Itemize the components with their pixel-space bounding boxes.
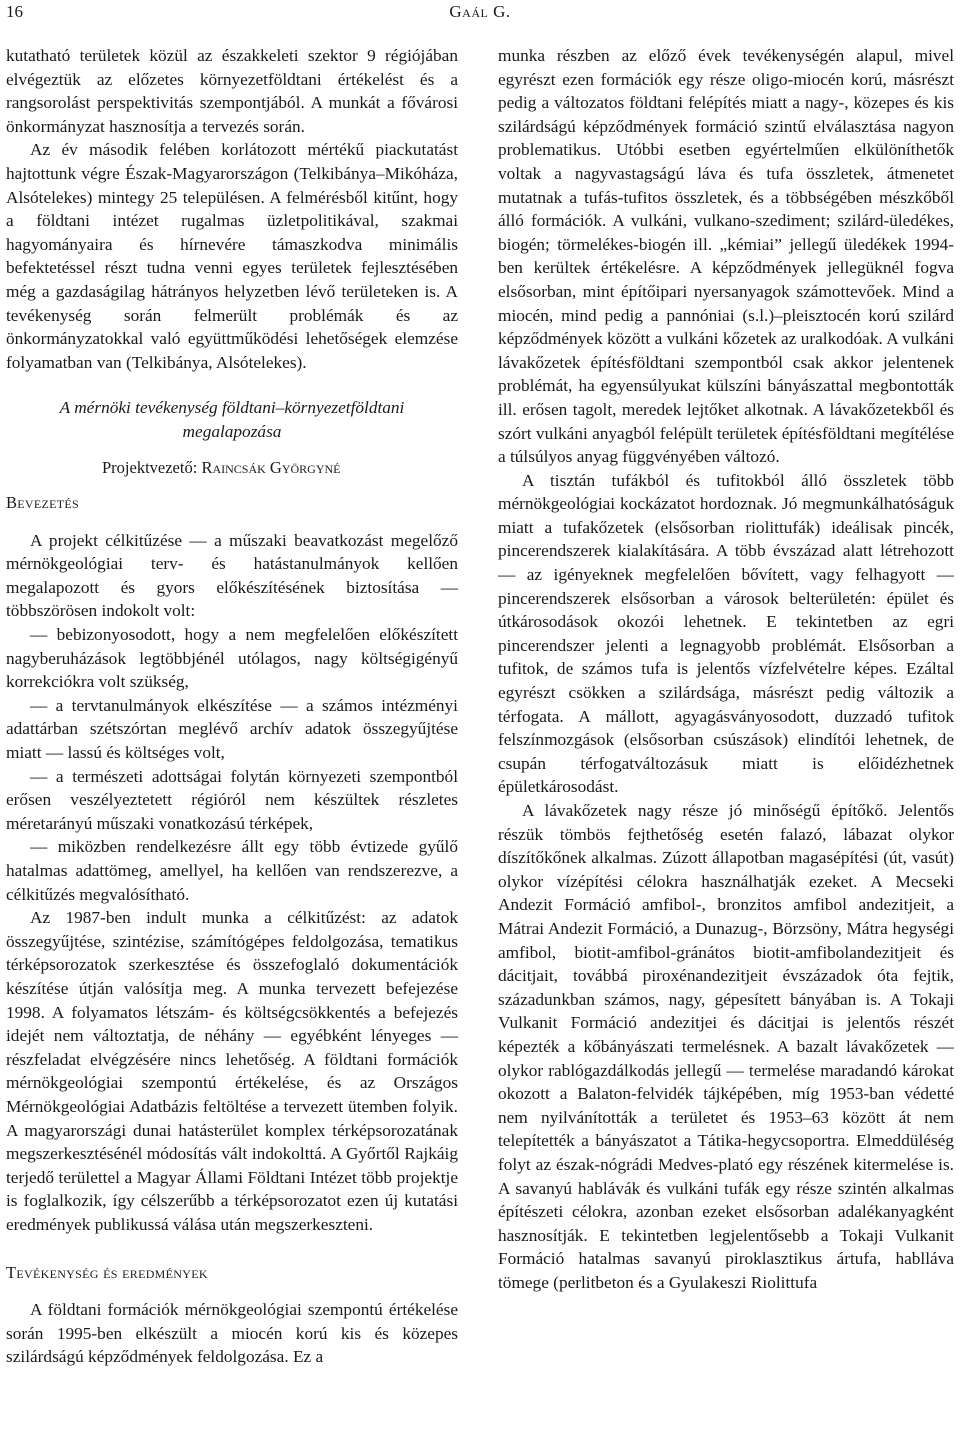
list-item: — a természeti adottságai folytán környezeti szempontból erősen veszélyeztetett régióról nem készültek részletes méretarányú műszaki vonatkozású térképek, [6,766,458,833]
left-column [6,44,458,1369]
paragraph: Az év második felében korlátozott mértékű piackutatást hajtottunk végre Észak-Magyarországon (Telkibánya–Mikóháza, Alsótelekes) mintegy 25 településen. A felmérésből kitűnt, hogy a földtani intézet rugalmas üzletpolitikával, szakmai hagyományaira és hírnevére támaszkodva minimális befektetéssel részt tudna venni egyes területek fejlesztésében még a gazdaságilag hátrányos helyzetben lévő területeken is. A tevékenység során felmerült problémák és az önkormányzatokkal való együttműködési lehetőségek elemzése folyamatban van (Telkibánya, Alsótelekes). [6,140,458,372]
page-number: 16 [6,2,23,21]
paragraph: munka részben az előző évek tevékenységén alapul, mivel egyrészt ezen formációk egy része oligo-miocén korú, másrészt pedig a változatos földtani felépítés miatt a nagy-, közepes és kis szilárdságú képződmények formáció szintű elválasztása nagyon problematikus. Utóbbi esetben egyértelműen elkülöníthetők voltak a nagyvastagságú láva és tufa összletek, átmenetet mutatnak a tufás-tufitos összletek, és a többségében mészkőből álló formációk. A vulkáni, vulkano-szediment; szilárd-üledékes, biogén; törmelékes-biogén ill. „kémiai” jellegű üledékek 1994-ben kerültek értékelésre. A képződmények jellegüknél fogva elsősorban, mint építőipari nyersanyagok számottevőek. Mind a miocén, mind pedig a pannóniai (s.l.)–pleisztocén korú szilárd képződmények között a vulkáni kőzetek az uralkodóak. A vulkáni lávakőzetek építésföldtani szempontból csak akkor jelentenek problémát, ha egyensúlyukat külszíni bányászattal megbontották ill. erősen tagolt, meredek lejtőket alkotnak. A lávakőzetekből és szórt vulkáni anyagból felépült területek építésföldtani megítélése a túlsúlyos anyag függvényében változó. [498,46,954,467]
list-item: — bebizonyosodott, hogy a nem megfelelően előkészített nagyberuházások legtöbbjénél utólagos, nagy költségigényű korrekciókra volt szükség, [6,625,458,692]
section-title: A mérnöki tevékenység földtani–környezetföldtani megalapozása [59,398,405,441]
paragraph: A földtani formációk mérnökgeológiai szempontú értékelése során 1995-ben elkészült a miocén korú kis és közepes szilárdságú képződmények feldolgozása. Ez a [6,1300,458,1367]
list-item: — a tervtanulmányok elkészítése — a számos intézményi adattárban szétszórtan meglévő archív adatok összegyűjtése miatt — lassú és költséges volt, [6,695,458,763]
project-lead-label: Projektvezető: [102,457,202,477]
paragraph: kutatható területek közül az északkeleti szektor 9 régiójában elvégeztük az előzetes környezetföldtani értékelést és a rangsorolást perspektivitás szempontjából. A munkát a fővárosi önkormányzat hasznosítja a tervezés során. [6,46,458,136]
paragraph: A projekt célkitűzése — a műszaki beavatkozást megelőző mérnökgeológiai terv- és hatástanulmányok kellően megalapozott és gyors előkészítésének biztosítása — többszörösen indokolt volt: [6,530,458,621]
subheading-introduction: Bevezetés [6,493,80,513]
running-head: Gaál G. [449,2,511,21]
paragraph: A lávakőzetek nagy része jó minőségű építőkő. Jelentős részük tömbös fejthetőség esetén falazó, lábazat olykor díszítőkőnek alkalmas. Zúzott állapotban magasépítési (út, vasút) olykor vízépítési célokra használhatják ezeket. A Mecseki Andezit Formáció amfibol-, bronzitos amfibol andezitjeit, a Mátrai Andezit Formáció, a Dunazug-, Börzsöny, Mátra hegységi amfibol, biotit-amfibol-gránátos biotit-amfibolandezitjeit és dácitjait, továbbá piroxénandezitjeit évszázadok óta fejtik, századunkban számos, nagy, gépesített bányában is. A Tokaji Vulkanit Formáció andezitjei és dácitjai is jelentős részét képezték a kőbányászati termelésnek. A bazalt lávakőzetek — olykor rablógazdálkodás jellegű — termelése maradandó károkat okozott a Balaton-felvidék tájképében, míg 1953-ban védetté nem nyilvánították a területet és 1953–63 között át nem telepítették a bányászatot a Tátika-hegycsoportra. Elmeddüléség folyt az észak-nógrádi Medves-plató egy részének kitermelése is. A savanyú hablávák és vulkáni tufák egy része szintén alkalmas építészeti célokra, azonban ezeket elsősorban adalékanyagként hasznosítják. E tekintetben legjelentősebb a Tokaji Vulkanit Formáció hatalmas savanyú piroklasztikus ártufa, hablláva tömege (perlitbeton és a Gyulakeszi Riolittufa [498,801,954,1292]
page-header [6,2,954,26]
subheading-results: Tevékenység és eredmények [6,1262,208,1282]
paragraph: A tisztán tufákból és tufitokból álló összletek több mérnökgeológiai kockázatot hordoznak. Jó megmunkálhatóságuk miatt a tufakőzetek (elsősorban riolittufák) ideálisak pincék, pincerendszerek kialakítására. A több évszázad alatt létrehozott — az igényeknek megfelelően bővített, vagy felhagyott — pincerendszerek elsősorban a városok belterületén: épület és útkárosodások okozói lehetnek. E tekintetben az egri pincerendszer jelenti a legnagyobb problémát. Elsősorban a tufitok, de számos tufa is jelentős vízfelvételre képes. Ezáltal egyrészt csökken a szilárdsága, másrészt pedig változik a térfogata. A mállott, agyagásványosodott, duzzadó tufitok felszínmozgások (elsősorban csúszások) elindítói lehetnek, de csupán térfogatváltozásuk miatt is előidézhetnek épületkárosodást. [498,470,954,797]
list-item: — miközben rendelkezésre állt egy több évtizede gyűlő hatalmas adattömeg, amellyel, ha kellően van rendszerezve, a célkitűzés megvalósítható. [6,837,458,904]
paragraph: Az 1987-ben indult munka a célkitűzést: az adatok összegyűjtése, szintézise, számítógépes feldolgozása, tematikus térképsorozatok szerkesztése és összefoglaló dokumentációk készítése útján valósítja meg. A munka tervezett befejezése 1998. A folyamatos létszám- és költségcsökkentés a befejezés idejét nem változtatja, de néhány — egyébként lényeges — részfeladat elvégzésére nincs lehetőség. A földtani formációk mérnökgeológiai szempontú értékelése, és az Országos Mérnökgeológiai Adatbázis feltöltése a tervezett ütemben folyik. A magyarországi dunai hatásterület komplex térképsorozatának megszerkesztésénél módosítás vált indokolttá. A Győrtől Rajkáig terjedő területtel a Magyar Állami Földtani Intézet több projektje is foglalkozik, így célszerűbb a térképsorozatot ezen új kutatási eredmények publikussá válása után megszerkeszteni. [6,908,458,1234]
project-lead-name: Raincsák Györgyné [201,457,341,477]
project-lead [102,456,458,480]
right-column [498,44,954,1294]
